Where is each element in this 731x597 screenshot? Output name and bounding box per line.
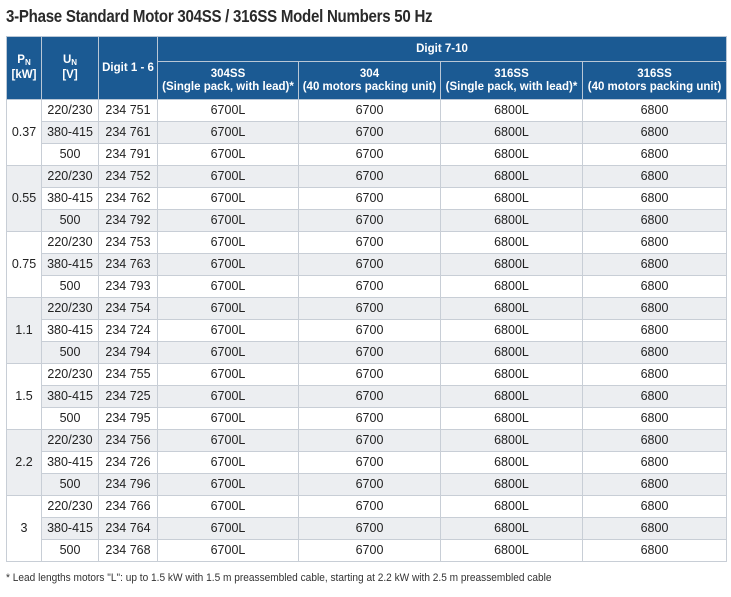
model-304ss-single-cell: 6700L (158, 430, 299, 452)
model-304ss-single-cell: 6700L (158, 320, 299, 342)
header-col-316ss-packing: 316SS (40 motors packing unit) (583, 62, 727, 100)
model-316ss-packing-cell: 6800 (583, 408, 727, 430)
model-316ss-single-cell: 6800L (441, 518, 583, 540)
footnote: * Lead lengths motors "L": up to 1.5 kW with 1.5 m preassembled cable, starting at 2.2 kW with 2.5 m preassembled cable (6, 572, 552, 584)
power-cell: 1.1 (7, 298, 42, 364)
header-pn (7, 37, 42, 100)
digit-1-6-cell: 234 763 (99, 254, 158, 276)
voltage-cell: 220/230 (42, 298, 99, 320)
digit-1-6-cell: 234 761 (99, 122, 158, 144)
header-col-316ss-single: 316SS (Single pack, with lead)* (441, 62, 583, 100)
model-304-packing-cell: 6700 (299, 188, 441, 210)
table-row (7, 188, 727, 210)
model-304-packing-cell: 6700 (299, 474, 441, 496)
digit-1-6-cell: 234 725 (99, 386, 158, 408)
model-numbers-table (6, 36, 727, 562)
table-row (7, 254, 727, 276)
table-row (7, 342, 727, 364)
model-316ss-packing-cell: 6800 (583, 474, 727, 496)
model-316ss-single-cell: 6800L (441, 430, 583, 452)
voltage-cell: 500 (42, 540, 99, 562)
page-title: 3-Phase Standard Motor 304SS / 316SS Model Numbers 50 Hz (6, 6, 433, 26)
model-304ss-single-cell: 6700L (158, 452, 299, 474)
model-316ss-single-cell: 6800L (441, 298, 583, 320)
digit-1-6-cell: 234 726 (99, 452, 158, 474)
model-304ss-single-cell: 6700L (158, 386, 299, 408)
model-304ss-single-cell: 6700L (158, 408, 299, 430)
table-row (7, 386, 727, 408)
table-row (7, 540, 727, 562)
voltage-cell: 220/230 (42, 166, 99, 188)
table-row (7, 144, 727, 166)
model-304-packing-cell: 6700 (299, 232, 441, 254)
model-316ss-single-cell: 6800L (441, 144, 583, 166)
power-cell: 0.37 (7, 100, 42, 166)
digit-1-6-cell: 234 762 (99, 188, 158, 210)
digit-1-6-cell: 234 793 (99, 276, 158, 298)
power-cell: 3 (7, 496, 42, 562)
voltage-cell: 500 (42, 342, 99, 364)
table-row (7, 298, 727, 320)
model-304ss-single-cell: 6700L (158, 298, 299, 320)
model-304ss-single-cell: 6700L (158, 364, 299, 386)
model-316ss-packing-cell: 6800 (583, 298, 727, 320)
model-316ss-packing-cell: 6800 (583, 540, 727, 562)
model-304-packing-cell: 6700 (299, 430, 441, 452)
model-304-packing-cell: 6700 (299, 210, 441, 232)
digit-1-6-cell: 234 768 (99, 540, 158, 562)
table-row (7, 452, 727, 474)
header-col-304-packing: 304 (40 motors packing unit) (299, 62, 441, 100)
model-304ss-single-cell: 6700L (158, 122, 299, 144)
model-304-packing-cell: 6700 (299, 122, 441, 144)
model-304-packing-cell: 6700 (299, 298, 441, 320)
voltage-cell: 380-415 (42, 386, 99, 408)
model-316ss-single-cell: 6800L (441, 474, 583, 496)
header-un-symbol: $U_N$ (62, 54, 78, 67)
voltage-cell: 500 (42, 210, 99, 232)
model-316ss-packing-cell: 6800 (583, 100, 727, 122)
digit-1-6-cell: 234 756 (99, 430, 158, 452)
model-304ss-single-cell: 6700L (158, 188, 299, 210)
model-304-packing-cell: 6700 (299, 364, 441, 386)
digit-1-6-cell: 234 766 (99, 496, 158, 518)
model-304-packing-cell: 6700 (299, 166, 441, 188)
digit-1-6-cell: 234 753 (99, 232, 158, 254)
model-316ss-single-cell: 6800L (441, 496, 583, 518)
digit-1-6-cell: 234 751 (99, 100, 158, 122)
model-304-packing-cell: 6700 (299, 540, 441, 562)
header-un-unit: [V] (62, 69, 78, 81)
model-316ss-single-cell: 6800L (441, 122, 583, 144)
model-316ss-packing-cell: 6800 (583, 320, 727, 342)
model-304-packing-cell: 6700 (299, 342, 441, 364)
model-304-packing-cell: 6700 (299, 100, 441, 122)
model-316ss-single-cell: 6800L (441, 364, 583, 386)
model-316ss-packing-cell: 6800 (583, 496, 727, 518)
model-316ss-packing-cell: 6800 (583, 232, 727, 254)
model-316ss-single-cell: 6800L (441, 276, 583, 298)
model-304-packing-cell: 6700 (299, 144, 441, 166)
model-304-packing-cell: 6700 (299, 518, 441, 540)
model-316ss-single-cell: 6800L (441, 408, 583, 430)
model-304ss-single-cell: 6700L (158, 254, 299, 276)
header-pn-symbol: $P_N$ (17, 54, 31, 67)
table-body (7, 100, 727, 562)
header-digit-1-6: Digit 1 - 6 (99, 37, 158, 100)
table-row (7, 496, 727, 518)
model-316ss-packing-cell: 6800 (583, 452, 727, 474)
model-316ss-packing-cell: 6800 (583, 122, 727, 144)
voltage-cell: 380-415 (42, 518, 99, 540)
model-316ss-packing-cell: 6800 (583, 188, 727, 210)
model-304ss-single-cell: 6700L (158, 100, 299, 122)
model-304-packing-cell: 6700 (299, 276, 441, 298)
model-316ss-packing-cell: 6800 (583, 364, 727, 386)
table-row (7, 518, 727, 540)
digit-1-6-cell: 234 755 (99, 364, 158, 386)
model-316ss-single-cell: 6800L (441, 100, 583, 122)
voltage-cell: 500 (42, 144, 99, 166)
digit-1-6-cell: 234 724 (99, 320, 158, 342)
power-cell: 0.75 (7, 232, 42, 298)
voltage-cell: 380-415 (42, 254, 99, 276)
digit-1-6-cell: 234 796 (99, 474, 158, 496)
model-316ss-packing-cell: 6800 (583, 254, 727, 276)
digit-1-6-cell: 234 752 (99, 166, 158, 188)
digit-1-6-cell: 234 794 (99, 342, 158, 364)
model-304-packing-cell: 6700 (299, 254, 441, 276)
model-316ss-single-cell: 6800L (441, 254, 583, 276)
voltage-cell: 380-415 (42, 320, 99, 342)
model-304ss-single-cell: 6700L (158, 144, 299, 166)
model-304ss-single-cell: 6700L (158, 540, 299, 562)
voltage-cell: 220/230 (42, 430, 99, 452)
model-316ss-single-cell: 6800L (441, 386, 583, 408)
model-304ss-single-cell: 6700L (158, 518, 299, 540)
model-316ss-packing-cell: 6800 (583, 342, 727, 364)
model-316ss-packing-cell: 6800 (583, 166, 727, 188)
model-304ss-single-cell: 6700L (158, 232, 299, 254)
voltage-cell: 380-415 (42, 188, 99, 210)
table-row (7, 276, 727, 298)
voltage-cell: 500 (42, 408, 99, 430)
table-row (7, 122, 727, 144)
power-cell: 0.55 (7, 166, 42, 232)
power-cell: 2.2 (7, 430, 42, 496)
table-row (7, 474, 727, 496)
model-316ss-single-cell: 6800L (441, 166, 583, 188)
model-304ss-single-cell: 6700L (158, 210, 299, 232)
table-row (7, 408, 727, 430)
table-row (7, 320, 727, 342)
voltage-cell: 220/230 (42, 232, 99, 254)
model-316ss-single-cell: 6800L (441, 320, 583, 342)
header-un (42, 37, 99, 100)
model-304ss-single-cell: 6700L (158, 276, 299, 298)
digit-1-6-cell: 234 792 (99, 210, 158, 232)
model-316ss-packing-cell: 6800 (583, 386, 727, 408)
model-316ss-single-cell: 6800L (441, 188, 583, 210)
model-304-packing-cell: 6700 (299, 496, 441, 518)
model-304-packing-cell: 6700 (299, 408, 441, 430)
model-316ss-packing-cell: 6800 (583, 144, 727, 166)
model-304-packing-cell: 6700 (299, 320, 441, 342)
voltage-cell: 220/230 (42, 100, 99, 122)
table-row (7, 430, 727, 452)
voltage-cell: 220/230 (42, 364, 99, 386)
voltage-cell: 220/230 (42, 496, 99, 518)
voltage-cell: 500 (42, 474, 99, 496)
model-316ss-single-cell: 6800L (441, 232, 583, 254)
model-304ss-single-cell: 6700L (158, 166, 299, 188)
digit-1-6-cell: 234 791 (99, 144, 158, 166)
model-304ss-single-cell: 6700L (158, 474, 299, 496)
digit-1-6-cell: 234 754 (99, 298, 158, 320)
table-row (7, 232, 727, 254)
table-row (7, 210, 727, 232)
model-304ss-single-cell: 6700L (158, 496, 299, 518)
model-304-packing-cell: 6700 (299, 452, 441, 474)
table-row (7, 100, 727, 122)
model-316ss-packing-cell: 6800 (583, 518, 727, 540)
voltage-cell: 500 (42, 276, 99, 298)
model-316ss-packing-cell: 6800 (583, 430, 727, 452)
header-col-304ss-single: 304SS (Single pack, with lead)* (158, 62, 299, 100)
model-304ss-single-cell: 6700L (158, 342, 299, 364)
model-316ss-packing-cell: 6800 (583, 276, 727, 298)
table-row (7, 364, 727, 386)
model-316ss-single-cell: 6800L (441, 540, 583, 562)
model-316ss-single-cell: 6800L (441, 452, 583, 474)
model-316ss-packing-cell: 6800 (583, 210, 727, 232)
header-digit-7-10: Digit 7-10 (158, 37, 727, 62)
power-cell: 1.5 (7, 364, 42, 430)
model-316ss-single-cell: 6800L (441, 342, 583, 364)
model-304-packing-cell: 6700 (299, 386, 441, 408)
header-pn-unit: [kW] (11, 69, 37, 81)
model-316ss-single-cell: 6800L (441, 210, 583, 232)
voltage-cell: 380-415 (42, 452, 99, 474)
digit-1-6-cell: 234 764 (99, 518, 158, 540)
voltage-cell: 380-415 (42, 122, 99, 144)
table-row (7, 166, 727, 188)
digit-1-6-cell: 234 795 (99, 408, 158, 430)
